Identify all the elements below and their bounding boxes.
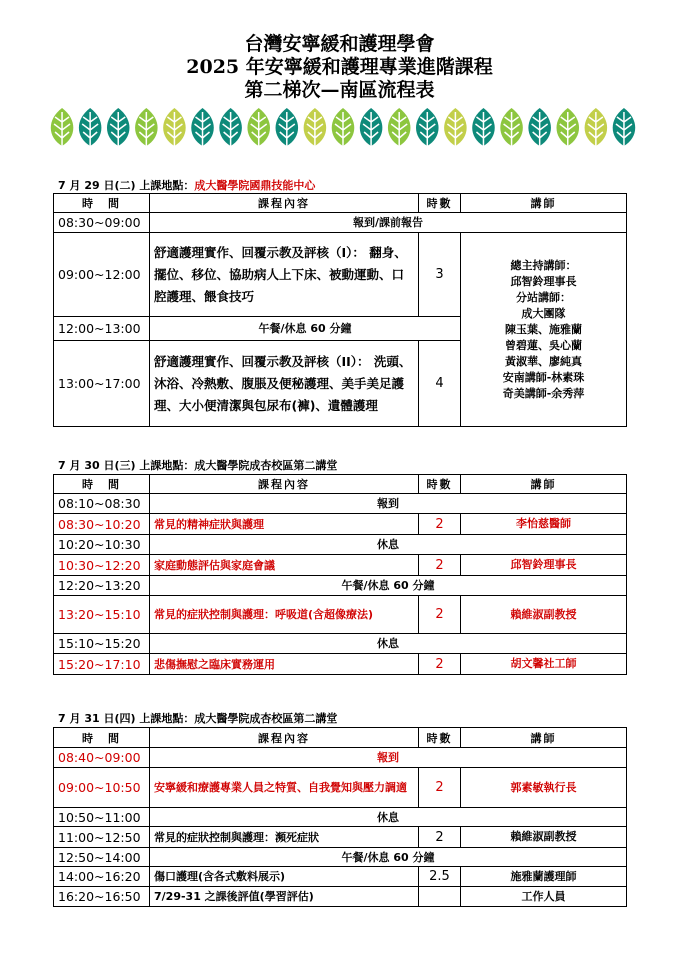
col-content-header: 課程內容 [150,194,419,213]
time-cell: 15:10~15:20 [54,634,150,654]
leaf-icon [51,108,74,149]
day1-content-cell: 報到/課前報告 [150,213,627,233]
leaf-banner-icon [48,106,638,150]
col-hours-header: 時數 [419,194,461,213]
leaf-icon [79,108,102,149]
time-cell: 13:20~15:10 [54,596,150,634]
day3-table [53,727,627,907]
leaf-icon [388,108,411,149]
table-row [54,654,627,675]
title-line-1: 台灣安寧緩和護理學會 [244,33,435,55]
day2-date: 7 月 30 日(三) [58,459,136,472]
day1-location-label: 上課地點： [139,179,195,192]
day1-time-cell: 09:00~12:00 [54,233,150,317]
leaf-icon [416,108,439,149]
day1-time-cell: 08:30~09:00 [54,213,150,233]
table-row [54,576,627,596]
time-cell: 08:40~09:00 [54,748,150,768]
col-time-header: 時 間 [54,475,150,494]
col-lecturer-header: 講師 [461,475,627,494]
day1-hours-cell: 4 [419,341,461,427]
hours-cell: 2.5 [419,867,461,887]
time-cell: 12:20~13:20 [54,576,150,596]
lecturer-cell: 施雅蘭護理師 [461,867,627,887]
time-cell: 11:00~12:50 [54,827,150,848]
content-cell: 悲傷撫慰之臨床實務運用 [150,654,419,675]
leaf-icon [304,108,327,149]
day2-location: 成大醫學院成杏校區第二講堂 [194,459,338,472]
table-row [54,867,627,887]
time-cell: 08:10~08:30 [54,494,150,514]
leaf-icon [107,108,130,149]
content-cell: 家庭動態評估與家庭會議 [150,555,419,576]
leaf-icon [500,108,523,149]
content-cell: 7/29-31 之課後評值(學習評估) [150,887,419,907]
day1-time-cell: 13:00~17:00 [54,341,150,427]
col-time-header: 時 間 [54,728,150,748]
time-cell: 14:00~16:20 [54,867,150,887]
content-cell: 午餐/休息 60 分鐘 [150,848,627,867]
title-line-2: 2025 年安寧緩和護理專業進階課程 [186,56,493,78]
day1-date: 7 月 29 日(二) [58,179,136,192]
day1-table [53,193,627,427]
time-cell: 16:20~16:50 [54,887,150,907]
content-cell: 休息 [150,808,627,827]
hours-cell: 2 [419,768,461,808]
table-row [54,634,627,654]
day2-header [58,457,337,473]
lecturer-cell: 賴維淑副教授 [461,596,627,634]
table-row [54,808,627,827]
day1-location: 成大醫學院國鼎技能中心 [194,179,316,192]
table-row [54,848,627,867]
day3-location-label: 上課地點： [139,712,195,725]
content-cell: 午餐/休息 60 分鐘 [150,576,627,596]
leaf-icon [332,108,355,149]
lecturer-cell: 賴維淑副教授 [461,827,627,848]
time-cell: 08:30~10:20 [54,514,150,535]
lecturer-cell: 郭素敏執行長 [461,768,627,808]
day1-content-cell: 午餐/休息 60 分鐘 [150,317,461,341]
content-cell: 傷口護理(含各式敷料展示) [150,867,419,887]
leaf-icon [613,108,636,149]
table-row [54,887,627,907]
table-row [54,748,627,768]
content-cell: 報到 [150,494,627,514]
hours-cell: 2 [419,827,461,848]
leaf-icon [585,108,608,149]
day2-table [53,474,627,675]
day1-lecturers-cell: 總主持講師： 邱智鈴理事長 分站講師： 成大團隊 陳玉葉、施雅蘭 曾碧蓮、吳心蘭 黃淑華、廖純真 安南講師-林素珠 奇美講師-余秀萍 [461,233,627,427]
day1-header [58,177,315,193]
lecturer-cell: 邱智鈴理事長 [461,555,627,576]
content-cell: 安寧緩和療護專業人員之特質、自我覺知與壓力調適 [150,768,419,808]
col-lecturer-header: 講師 [461,728,627,748]
day3-date: 7 月 31 日(四) [58,712,136,725]
leaf-icon [528,108,551,149]
leaf-icon [276,108,299,149]
time-cell: 10:30~12:20 [54,555,150,576]
hours-cell: 2 [419,596,461,634]
col-hours-header: 時數 [419,728,461,748]
day1-hours-cell: 3 [419,233,461,317]
hours-cell: 2 [419,555,461,576]
col-lecturer-header: 講師 [461,194,627,213]
table-row [54,494,627,514]
hours-cell [419,887,461,907]
col-time-header: 時 間 [54,194,150,213]
col-hours-header: 時數 [419,475,461,494]
content-cell: 常見的症狀控制與護理：瀕死症狀 [150,827,419,848]
leaf-icon [444,108,467,149]
table-row [54,555,627,576]
day3-header [58,710,337,726]
leaf-icon [135,108,158,149]
col-content-header: 課程內容 [150,475,419,494]
leaf-icon [219,108,242,149]
leaf-icon [163,108,186,149]
lecturer-cell: 胡文馨社工師 [461,654,627,675]
leaf-icon [556,108,579,149]
day3-location: 成大醫學院成杏校區第二講堂 [194,712,338,725]
title-line-3: 第二梯次—南區流程表 [244,79,435,101]
table-row [54,768,627,808]
day1-time-cell: 12:00~13:00 [54,317,150,341]
table-row [54,827,627,848]
time-cell: 09:00~10:50 [54,768,150,808]
col-content-header: 課程內容 [150,728,419,748]
leaf-icon [191,108,214,149]
time-cell: 15:20~17:10 [54,654,150,675]
content-cell: 休息 [150,634,627,654]
time-cell: 12:50~14:00 [54,848,150,867]
leaf-icon [360,108,383,149]
time-cell: 10:50~11:00 [54,808,150,827]
hours-cell: 2 [419,514,461,535]
time-cell: 10:20~10:30 [54,535,150,555]
day1-content-cell: 舒適護理實作、回覆示教及評核（I）： 翻身、擺位、移位、協助病人上下床、被動運動、口腔護理、餵食技巧 [150,233,419,317]
table-row [54,596,627,634]
leaf-icon [472,108,495,149]
content-cell: 常見的精神症狀與護理 [150,514,419,535]
leaf-icon [247,108,270,149]
table-row [54,535,627,555]
lecturer-cell: 李怡慈醫師 [461,514,627,535]
hours-cell: 2 [419,654,461,675]
content-cell: 休息 [150,535,627,555]
day1-content-cell: 舒適護理實作、回覆示教及評核（II）： 洗頭、沐浴、冷熱敷、腹脹及便秘護理、美手美足護理、大小便清潔與包尿布(褲)、遺體護理 [150,341,419,427]
content-cell: 常見的症狀控制與護理：呼吸道(含超像療法) [150,596,419,634]
content-cell: 報到 [150,748,627,768]
table-row [54,514,627,535]
lecturer-cell: 工作人員 [461,887,627,907]
day2-location-label: 上課地點： [139,459,195,472]
